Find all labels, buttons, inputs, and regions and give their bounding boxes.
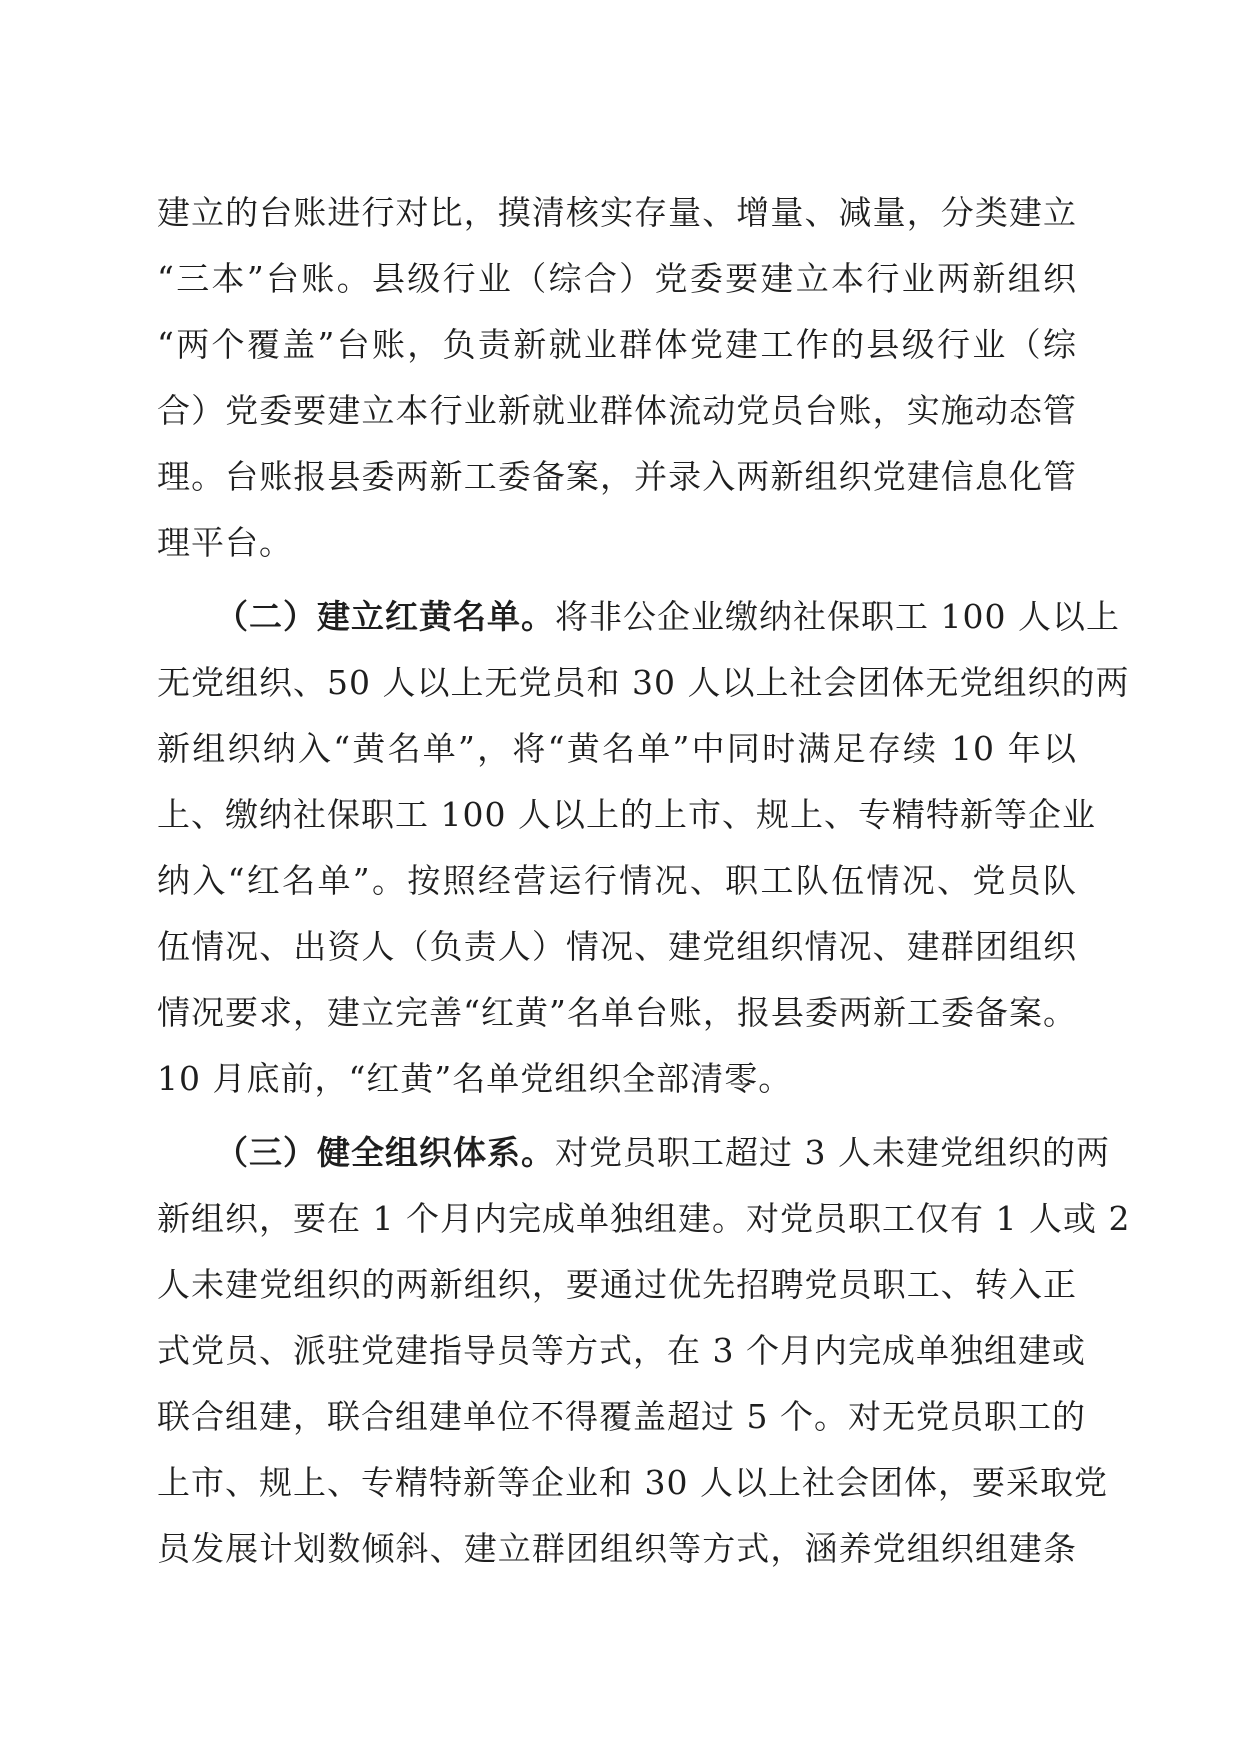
- text-line: 无党组织、50 人以上无党员和 30 人以上社会团体无党组织的两: [157, 663, 1130, 702]
- paragraph-ledger: [157, 180, 1077, 576]
- text-line: 上、缴纳社保职工 100 人以上的上市、规上、专精特新等企业: [157, 795, 1096, 834]
- text-line: 上市、规上、专精特新等企业和 30 人以上社会团体，要采取党: [157, 1463, 1108, 1502]
- text-line: 联合组建，联合组建单位不得覆盖超过 5 个。对无党员职工的: [157, 1397, 1086, 1436]
- paragraph-red-yellow-list: [157, 584, 1130, 1112]
- text-line: 理平台。: [157, 523, 293, 562]
- section-heading-3: （三）健全组织体系。: [215, 1133, 555, 1172]
- text-line: 10 月底前，“红黄”名单党组织全部清零。: [157, 1059, 793, 1098]
- text-line: 员发展计划数倾斜、建立群团组织等方式，涵养党组织组建条: [157, 1529, 1077, 1568]
- text-line: 情况要求，建立完善“红黄”名单台账，报县委两新工委备案。: [157, 993, 1077, 1032]
- text-line: 纳入“红名单”。按照经营运行情况、职工队伍情况、党员队: [157, 861, 1077, 900]
- text-line: 理。台账报县委两新工委备案，并录入两新组织党建信息化管: [157, 457, 1077, 496]
- document-page: [157, 180, 1131, 1582]
- text-line: 人未建党组织的两新组织，要通过优先招聘党员职工、转入正: [157, 1265, 1077, 1304]
- text-line: [157, 1120, 1110, 1186]
- section-heading-2: （二）建立红黄名单。: [215, 597, 555, 636]
- text-line: [157, 584, 1120, 650]
- text-line: 新组织纳入“黄名单”，将“黄名单”中同时满足存续 10 年以: [157, 729, 1077, 768]
- text-line: 合）党委要建立本行业新就业群体流动党员台账，实施动态管: [157, 391, 1077, 430]
- text-line: “三本”台账。县级行业（综合）党委要建立本行业两新组织: [157, 259, 1077, 298]
- text-span: 将非公企业缴纳社保职工 100 人以上: [555, 597, 1120, 636]
- text-line: 新组织，要在 1 个月内完成单独组建。对党员职工仅有 1 人或 2: [157, 1199, 1131, 1238]
- text-line: “两个覆盖”台账，负责新就业群体党建工作的县级行业（综: [157, 325, 1077, 364]
- text-span: 对党员职工超过 3 人未建党组织的两: [555, 1133, 1110, 1172]
- text-line: 建立的台账进行对比，摸清核实存量、增量、减量，分类建立: [157, 193, 1077, 232]
- paragraph-organization-system: [157, 1120, 1131, 1582]
- text-line: 伍情况、出资人（负责人）情况、建党组织情况、建群团组织: [157, 927, 1077, 966]
- text-line: 式党员、派驻党建指导员等方式，在 3 个月内完成单独组建或: [157, 1331, 1086, 1370]
